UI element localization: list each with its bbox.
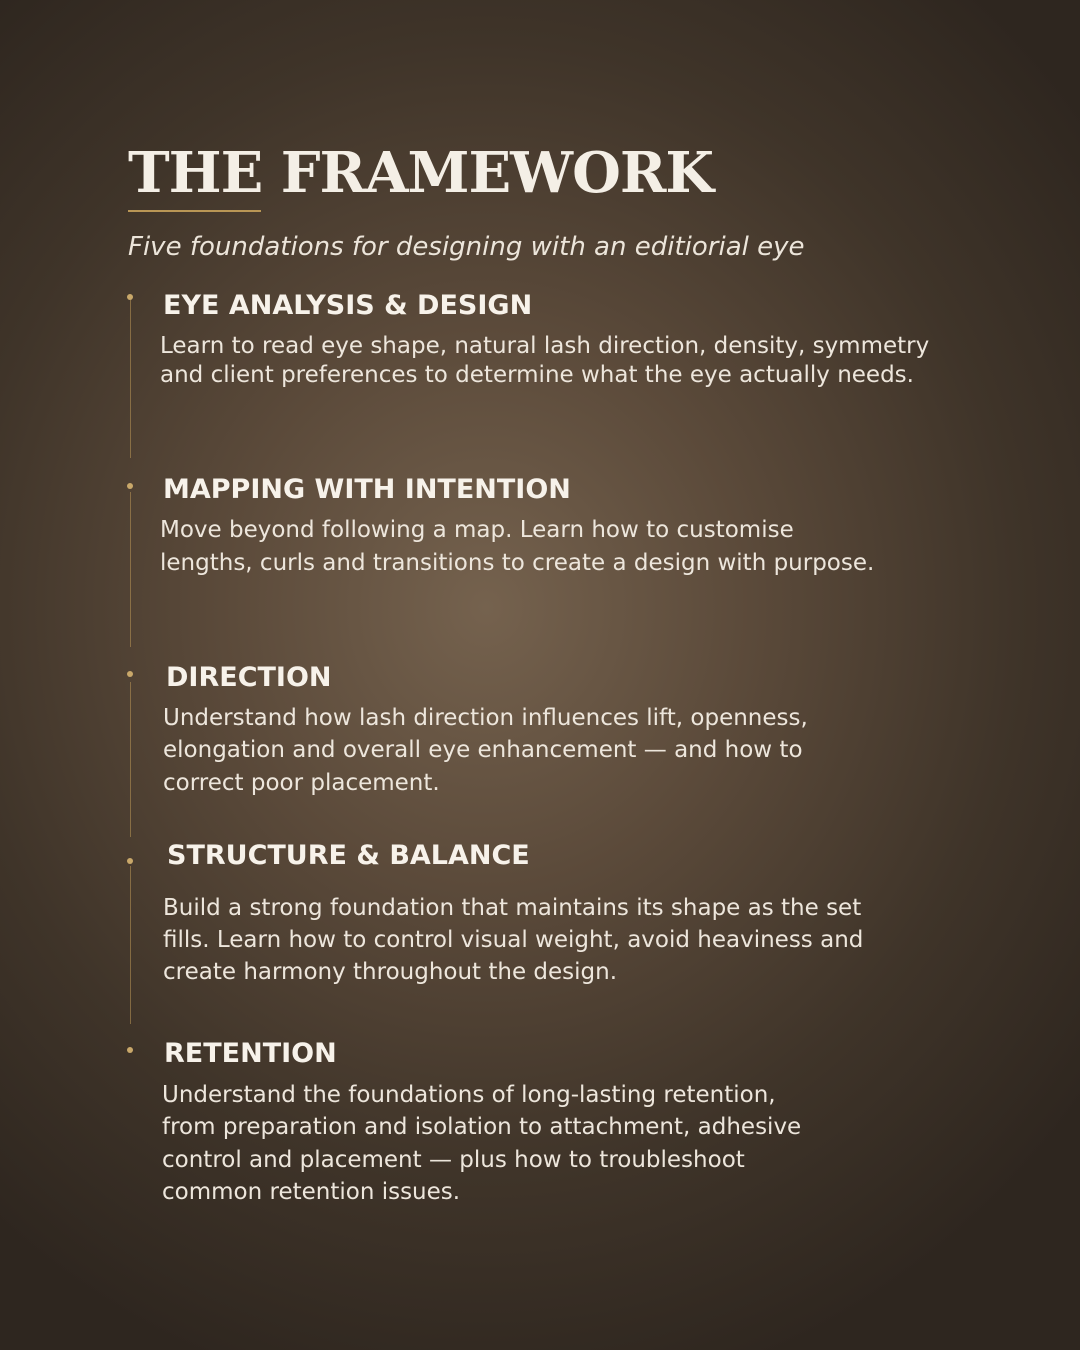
timeline-segment	[130, 682, 131, 837]
item-description-line: lengths, curls and transitions to create a design with purpose.	[160, 550, 875, 576]
item-heading: MAPPING WITH INTENTION	[163, 474, 571, 505]
item-heading: RETENTION	[164, 1038, 337, 1069]
item-description-line: elongation and overall eye enhancement — and how to	[163, 737, 803, 763]
item-heading: EYE ANALYSIS & DESIGN	[163, 290, 533, 321]
item-description-line: Build a strong foundation that maintains its shape as the set	[163, 895, 862, 921]
bullet-dot-icon	[127, 483, 133, 489]
timeline-segment	[130, 300, 131, 458]
timeline-segment	[130, 866, 131, 1024]
item-description-line: from preparation and isolation to attachment, adhesive	[162, 1114, 802, 1140]
item-description-line: correct poor placement.	[163, 770, 440, 796]
bullet-dot-icon	[127, 858, 133, 864]
item-heading: STRUCTURE & BALANCE	[167, 840, 530, 871]
item-description-line: Understand the foundations of long-lasting retention,	[162, 1082, 776, 1108]
bullet-dot-icon	[127, 1047, 133, 1053]
item-description-line: fills. Learn how to control visual weight, avoid heaviness and	[163, 927, 864, 953]
page-title: THE FRAMEWORK	[128, 140, 714, 206]
page-subtitle: Five foundations for designing with an editiorial eye	[128, 232, 805, 262]
timeline-segment	[130, 492, 131, 647]
item-description-line: and client preferences to determine what the eye actually needs.	[160, 362, 914, 388]
bullet-dot-icon	[127, 671, 133, 677]
item-heading: DIRECTION	[166, 662, 332, 693]
title-underline	[128, 210, 261, 212]
item-description-line: control and placement — plus how to troubleshoot	[162, 1147, 745, 1173]
item-description-line: common retention issues.	[162, 1179, 461, 1205]
item-description-line: Move beyond following a map. Learn how to customise	[160, 517, 794, 543]
item-description-line: Learn to read eye shape, natural lash direction, density, symmetry	[160, 333, 930, 359]
bullet-dot-icon	[127, 294, 133, 300]
item-description-line: create harmony throughout the design.	[163, 959, 618, 985]
item-description-line: Understand how lash direction influences lift, openness,	[163, 705, 808, 731]
